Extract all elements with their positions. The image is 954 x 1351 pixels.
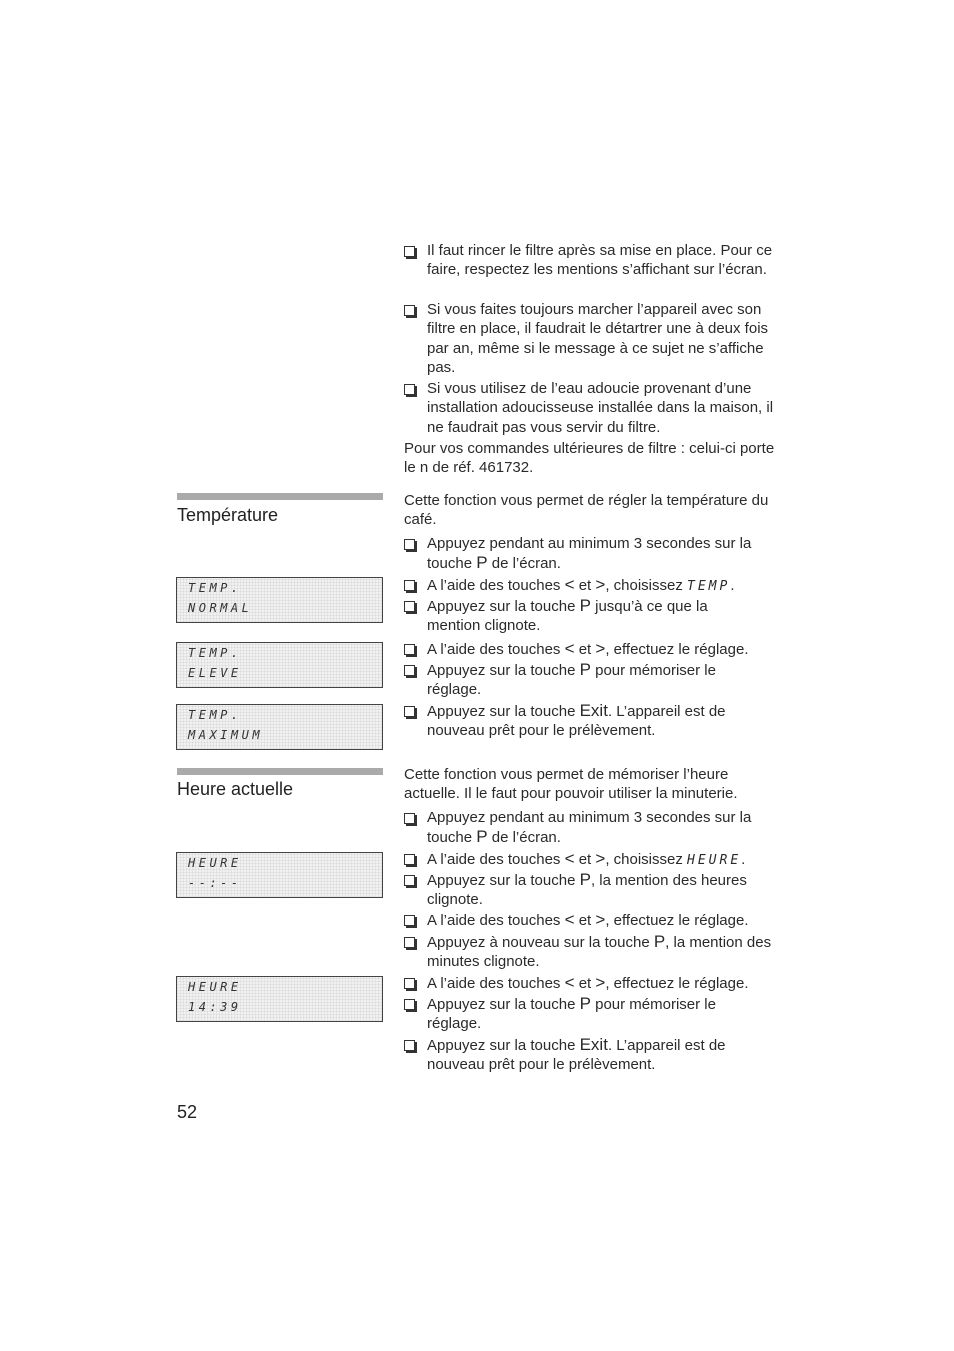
key-label: P (653, 932, 666, 951)
lcd-line-1: HEURE (188, 980, 242, 994)
list-item-text: A l’aide des touches < et >, choisissez TEMP. (427, 575, 735, 594)
lcd-line-2: --:-- (188, 876, 242, 890)
lcd-line-1: TEMP. (188, 646, 242, 660)
checkbox-bullet-icon (404, 875, 415, 886)
checkbox-bullet-icon (404, 246, 415, 257)
heure-intro: Cette fonction vous permet de mémoriser l’heure actuelle. Il le faut pour pouvoir utiliser la minuterie. (404, 766, 738, 803)
key-label: > (595, 849, 606, 868)
section-heading-temperature: Température (177, 505, 279, 525)
checkbox-bullet-icon (404, 305, 415, 316)
key-label: P (579, 660, 591, 679)
checkbox-bullet-icon (404, 854, 415, 865)
key-label: > (595, 639, 606, 658)
lcd-inline-text: HEURE (687, 853, 742, 868)
lcd-line-1: TEMP. (188, 708, 242, 722)
lcd-display (176, 642, 383, 688)
list-item-text: Appuyez sur la touche P jusqu’à ce que la mention clignote. (427, 596, 708, 635)
list-item-text: Appuyez sur la touche P pour mémoriser le réglage. (427, 660, 716, 699)
lcd-display (176, 577, 383, 623)
list-item-text: Appuyez pendant au minimum 3 secondes sur la touche P de l’écran. (427, 535, 752, 573)
lcd-display (176, 852, 383, 898)
checkbox-bullet-icon (404, 644, 415, 655)
list-item-text: A l’aide des touches < et >, effectuez le réglage. (427, 973, 749, 992)
key-label: < (564, 639, 575, 658)
checkbox-bullet-icon (404, 384, 415, 395)
lcd-line-2: NORMAL (188, 601, 253, 615)
list-item-text: Si vous faites toujours marcher l’appareil avec son filtre en place, il faudrait le détartrer une à deux fois par an, même si le message à ce sujet ne s’affiche pas. (427, 301, 769, 376)
checkbox-bullet-icon (404, 539, 415, 550)
list-item-text: Appuyez à nouveau sur la touche P, la mention des minutes clignote. (427, 932, 772, 971)
list-item-text: Appuyez sur la touche Exit. L’appareil est de nouveau prêt pour le prélèvement. (427, 1035, 726, 1074)
checkbox-bullet-icon (404, 665, 415, 676)
key-label: P (579, 870, 591, 889)
key-label: Exit (579, 1035, 608, 1054)
list-item-text: A l’aide des touches < et >, effectuez le réglage. (427, 639, 749, 658)
lcd-display (176, 976, 383, 1022)
list-item-text: A l’aide des touches < et >, choisissez HEURE. (427, 849, 746, 868)
checkbox-bullet-icon (404, 601, 415, 612)
checkbox-bullet-icon (404, 1040, 415, 1051)
key-label: Exit (579, 701, 608, 720)
section-divider (177, 768, 383, 775)
key-label: P (579, 596, 591, 615)
lcd-line-1: HEURE (188, 856, 242, 870)
key-label: < (564, 849, 575, 868)
list-item-text: Il faut rincer le filtre après sa mise en place. Pour ce faire, respectez les mentions s’affichant sur l’écran. (427, 242, 773, 279)
list-item-text: Appuyez pendant au minimum 3 secondes sur la touche P de l’écran. (427, 809, 752, 847)
list-item-text: Appuyez sur la touche P pour mémoriser le réglage. (427, 994, 716, 1033)
page-number: 52 (177, 1102, 198, 1122)
list-item-text: A l’aide des touches < et >, effectuez le réglage. (427, 910, 749, 929)
key-label: P (476, 827, 488, 847)
lcd-inline-text: TEMP (687, 579, 731, 594)
key-label: < (564, 973, 575, 992)
filter-order-paragraph: Pour vos commandes ultérieures de filtre : celui-ci porte le n de réf. 461732. (404, 440, 775, 477)
checkbox-bullet-icon (404, 999, 415, 1010)
key-label: > (595, 910, 606, 929)
list-item-text: Si vous utilisez de l’eau adoucie provenant d’une installation adoucisseuse installée dans la maison, il ne faudrait pas vous servir du filtre. (427, 380, 774, 436)
section-heading-heure: Heure actuelle (177, 779, 294, 799)
list-item-text: Appuyez sur la touche Exit. L’appareil est de nouveau prêt pour le prélèvement. (427, 701, 726, 740)
section-divider (177, 493, 383, 500)
key-label: > (595, 973, 606, 992)
lcd-line-1: TEMP. (188, 581, 242, 595)
checkbox-bullet-icon (404, 706, 415, 717)
key-label: P (476, 553, 488, 573)
key-label: < (564, 910, 575, 929)
key-label: < (564, 575, 575, 594)
checkbox-bullet-icon (404, 978, 415, 989)
list-item-text: Appuyez sur la touche P, la mention des heures clignote. (427, 870, 747, 909)
checkbox-bullet-icon (404, 813, 415, 824)
temperature-intro: Cette fonction vous permet de régler la température du café. (404, 492, 769, 529)
checkbox-bullet-icon (404, 937, 415, 948)
lcd-line-2: MAXIMUM (188, 728, 264, 742)
lcd-display (176, 704, 383, 750)
key-label: > (595, 575, 606, 594)
lcd-line-2: 14:39 (188, 1000, 242, 1014)
checkbox-bullet-icon (404, 580, 415, 591)
key-label: P (579, 994, 591, 1013)
checkbox-bullet-icon (404, 915, 415, 926)
lcd-line-2: ELEVE (188, 666, 242, 680)
